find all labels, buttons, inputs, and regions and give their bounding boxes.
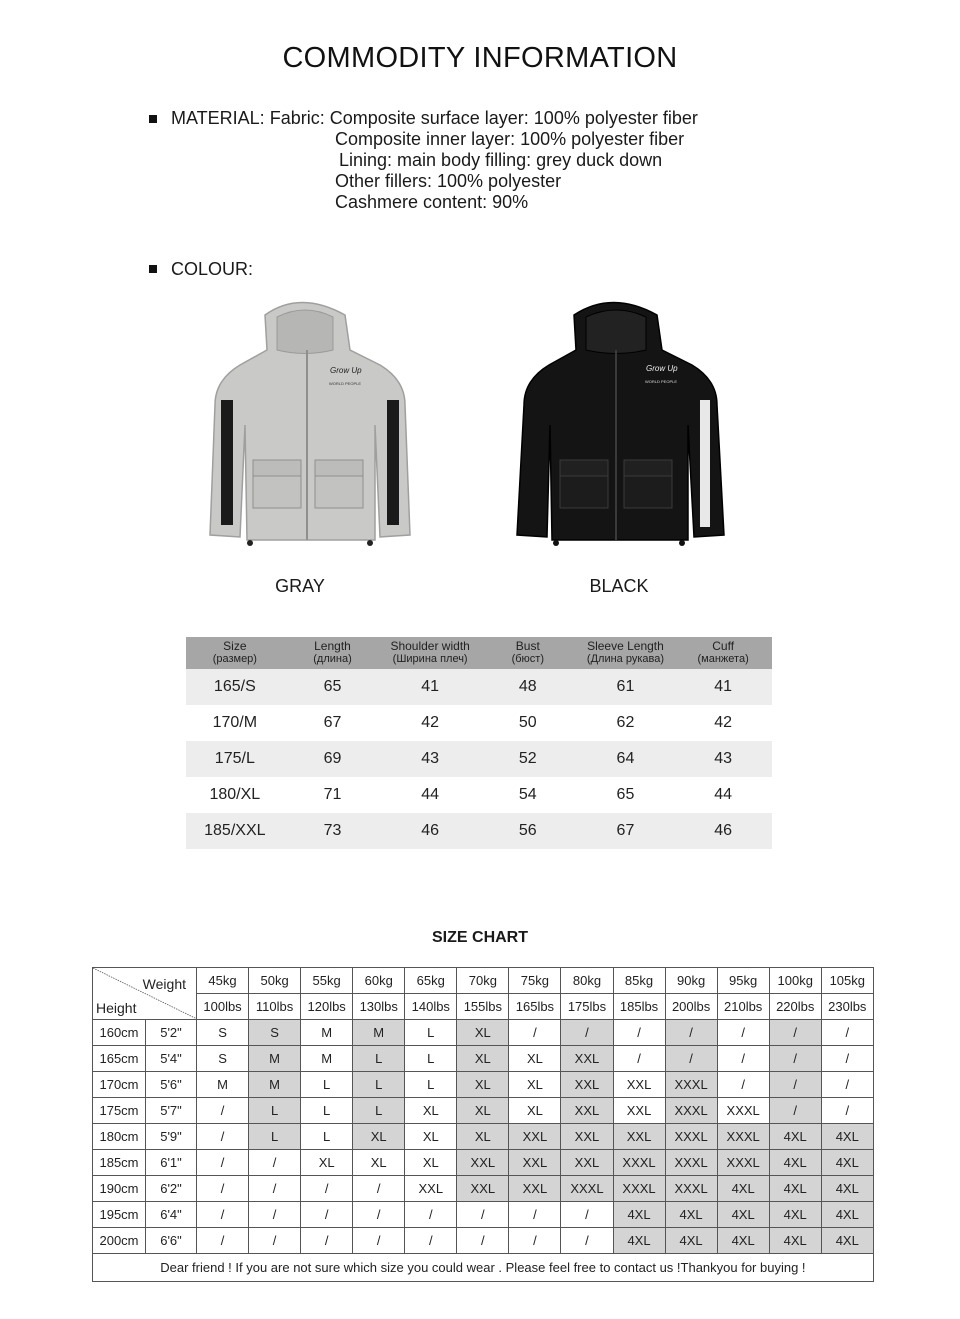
size-cell: /: [457, 1202, 509, 1228]
size-chart-note: Dear friend ! If you are not sure which size you could wear . Please feel free to contact us !Thankyou for buying !: [93, 1254, 874, 1282]
size-cell: /: [353, 1176, 405, 1202]
measurement-cell: 44: [714, 786, 733, 803]
weight-kg-cell: 50kg: [249, 968, 301, 994]
weight-kg-cell: 65kg: [405, 968, 457, 994]
height-ft-cell: 5'9": [146, 1124, 197, 1150]
measurement-cell: 50: [518, 714, 537, 731]
size-cell: /: [613, 1046, 665, 1072]
height-ft-cell: 5'4": [146, 1046, 197, 1072]
size-cell: /: [197, 1176, 249, 1202]
size-cell: /: [561, 1020, 613, 1046]
size-cell: XXXL: [717, 1098, 769, 1124]
size-cell: XXL: [509, 1150, 561, 1176]
size-cell: XXL: [561, 1124, 613, 1150]
height-cm-cell: 175cm: [93, 1098, 146, 1124]
measurement-cell: 185/XXL: [186, 813, 284, 849]
black-jacket-image: [512, 295, 732, 550]
measurement-header: Size (размер): [186, 637, 284, 669]
measurement-cell: 61: [577, 669, 675, 705]
size-cell: XL: [405, 1124, 457, 1150]
material-line-3: Lining: main body filling: grey duck down: [339, 150, 663, 170]
size-cell: L: [301, 1124, 353, 1150]
measurement-cell: 180/XL: [209, 786, 261, 803]
size-cell: /: [457, 1228, 509, 1254]
size-cell: 4XL: [821, 1202, 873, 1228]
size-chart-row: [93, 1124, 874, 1150]
page-title: COMMODITY INFORMATION: [282, 42, 678, 74]
size-cell: XL: [457, 1020, 509, 1046]
size-chart-corner: [93, 968, 197, 1020]
size-cell: /: [405, 1202, 457, 1228]
weight-lbs-cell: 185lbs: [613, 994, 665, 1020]
measurement-row: [186, 777, 772, 813]
corner-height-label: Height: [96, 1000, 137, 1016]
black-print-line2: WORLD PEOPLE: [645, 379, 678, 384]
measurement-cell: 43: [674, 741, 772, 777]
size-cell: /: [405, 1228, 457, 1254]
size-cell: /: [821, 1046, 873, 1072]
height-ft-cell: 6'4": [146, 1202, 197, 1228]
size-cell: /: [249, 1228, 301, 1254]
material-line-5: Cashmere content: 90%: [335, 192, 529, 212]
size-cell: XL: [457, 1124, 509, 1150]
size-cell: /: [613, 1020, 665, 1046]
weight-kg-cell: 100kg: [769, 968, 821, 994]
weight-lbs-cell: 210lbs: [717, 994, 769, 1020]
size-cell: /: [301, 1202, 353, 1228]
size-chart-title: SIZE CHART: [432, 929, 528, 946]
size-cell: L: [301, 1072, 353, 1098]
size-cell: 4XL: [613, 1228, 665, 1254]
gray-print-line2: WORLD PEOPLE: [329, 381, 362, 386]
weight-lbs-cell: 130lbs: [353, 994, 405, 1020]
size-chart-row: [93, 1202, 874, 1228]
size-cell: XXXL: [665, 1176, 717, 1202]
size-cell: XL: [457, 1098, 509, 1124]
size-cell: 4XL: [613, 1202, 665, 1228]
material-line-2: Composite inner layer: 100% polyester fiber: [335, 129, 685, 149]
size-cell: M: [249, 1072, 301, 1098]
measurement-cell: 52: [479, 741, 577, 777]
size-cell: L: [249, 1124, 301, 1150]
measurement-row: [186, 813, 772, 849]
height-cm-cell: 160cm: [93, 1020, 146, 1046]
size-cell: 4XL: [821, 1176, 873, 1202]
weight-lbs-cell: 120lbs: [301, 994, 353, 1020]
size-cell: XXXL: [717, 1150, 769, 1176]
measurement-cell: 46: [381, 813, 479, 849]
measurement-row: [186, 669, 772, 705]
height-cm-cell: 165cm: [93, 1046, 146, 1072]
size-cell: /: [509, 1020, 561, 1046]
size-cell: M: [301, 1020, 353, 1046]
size-cell: XL: [509, 1098, 561, 1124]
size-cell: 4XL: [665, 1228, 717, 1254]
weight-lbs-cell: 220lbs: [769, 994, 821, 1020]
weight-kg-cell: 85kg: [613, 968, 665, 994]
size-cell: XXL: [457, 1150, 509, 1176]
weight-kg-cell: 80kg: [561, 968, 613, 994]
height-ft-cell: 6'6": [146, 1228, 197, 1254]
size-cell: XXL: [509, 1124, 561, 1150]
weight-kg-cell: 45kg: [197, 968, 249, 994]
black-print-line1: Grow Up: [646, 364, 678, 373]
size-cell: XXL: [561, 1150, 613, 1176]
size-cell: XL: [457, 1072, 509, 1098]
size-cell: /: [769, 1046, 821, 1072]
size-chart-row: [93, 1020, 874, 1046]
size-cell: /: [821, 1072, 873, 1098]
height-cm-cell: 200cm: [93, 1228, 146, 1254]
gray-jacket-image: [205, 295, 415, 550]
height-ft-cell: 6'1": [146, 1150, 197, 1176]
height-ft-cell: 5'6": [146, 1072, 197, 1098]
measurement-cell: 175/L: [186, 741, 284, 777]
size-cell: XXL: [405, 1176, 457, 1202]
weight-lbs-cell: 110lbs: [249, 994, 301, 1020]
weight-lbs-cell: 230lbs: [821, 994, 873, 1020]
measurement-cell: 65: [616, 786, 635, 803]
size-chart-row: [93, 1046, 874, 1072]
size-cell: XXXL: [665, 1150, 717, 1176]
measurement-cell: 41: [381, 669, 479, 705]
size-cell: 4XL: [769, 1202, 821, 1228]
size-cell: XXL: [613, 1098, 665, 1124]
weight-lbs-cell: 100lbs: [197, 994, 249, 1020]
size-cell: 4XL: [769, 1176, 821, 1202]
weight-lbs-cell: 175lbs: [561, 994, 613, 1020]
size-cell: XL: [405, 1150, 457, 1176]
size-cell: /: [717, 1020, 769, 1046]
size-cell: S: [249, 1020, 301, 1046]
height-cm-cell: 195cm: [93, 1202, 146, 1228]
size-cell: L: [405, 1046, 457, 1072]
measurement-cell: 43: [381, 741, 479, 777]
material-line-4: Other fillers: 100% polyester: [335, 171, 562, 191]
weight-lbs-cell: 165lbs: [509, 994, 561, 1020]
size-cell: /: [301, 1176, 353, 1202]
material-line-1: Fabric: Composite surface layer: 100% polyester fiber: [269, 108, 698, 128]
size-cell: XXL: [561, 1098, 613, 1124]
size-cell: XXXL: [717, 1124, 769, 1150]
measurement-cell: 67: [577, 813, 675, 849]
size-chart-row: [93, 1072, 874, 1098]
weight-lbs-cell: 140lbs: [405, 994, 457, 1020]
size-cell: /: [561, 1202, 613, 1228]
size-chart-row: [93, 1176, 874, 1202]
colour-label: COLOUR:: [171, 259, 254, 279]
weight-kg-cell: 105kg: [821, 968, 873, 994]
size-cell: /: [509, 1228, 561, 1254]
measurement-cell: 54: [518, 786, 537, 803]
measurement-cell: 71: [323, 786, 342, 803]
size-cell: XXXL: [613, 1150, 665, 1176]
size-chart-note-row: [93, 1254, 874, 1282]
size-cell: 4XL: [717, 1202, 769, 1228]
size-cell: /: [561, 1228, 613, 1254]
size-cell: L: [353, 1046, 405, 1072]
size-cell: XXL: [613, 1072, 665, 1098]
size-cell: 4XL: [769, 1150, 821, 1176]
size-cell: 4XL: [769, 1124, 821, 1150]
height-ft-cell: 5'2": [146, 1020, 197, 1046]
size-cell: M: [301, 1046, 353, 1072]
size-cell: XXXL: [561, 1176, 613, 1202]
measurement-cell: 46: [674, 813, 772, 849]
size-cell: M: [249, 1046, 301, 1072]
size-cell: /: [353, 1228, 405, 1254]
size-cell: /: [769, 1098, 821, 1124]
measurement-header: Length (длина): [284, 637, 382, 669]
measurement-cell: 170/M: [212, 714, 258, 731]
size-cell: 4XL: [769, 1228, 821, 1254]
weight-kg-cell: 70kg: [457, 968, 509, 994]
size-cell: M: [197, 1072, 249, 1098]
measurement-cell: 56: [479, 813, 577, 849]
measurement-row: [186, 705, 772, 741]
colour-gray-label: GRAY: [275, 576, 325, 596]
size-cell: /: [821, 1098, 873, 1124]
measurement-table: [186, 637, 772, 849]
size-chart-kg-row: [93, 968, 874, 994]
measurement-cell: 44: [421, 786, 440, 803]
size-cell: /: [821, 1020, 873, 1046]
measurement-cell: 64: [577, 741, 675, 777]
measurement-cell: 41: [674, 669, 772, 705]
gray-print-line1: Grow Up: [330, 366, 362, 375]
size-cell: /: [769, 1020, 821, 1046]
measurement-cell: 42: [421, 714, 440, 731]
size-cell: /: [353, 1202, 405, 1228]
height-cm-cell: 170cm: [93, 1072, 146, 1098]
material-bullet: [149, 115, 157, 123]
size-cell: /: [301, 1228, 353, 1254]
height-cm-cell: 180cm: [93, 1124, 146, 1150]
corner-weight-label: Weight: [142, 976, 186, 992]
size-cell: L: [301, 1098, 353, 1124]
size-cell: XXL: [613, 1124, 665, 1150]
measurement-cell: 62: [616, 714, 635, 731]
size-cell: XXXL: [665, 1072, 717, 1098]
measurement-header: Shoulder width (Ширина плеч): [381, 637, 479, 669]
size-chart-table: [92, 967, 874, 1282]
weight-kg-cell: 75kg: [509, 968, 561, 994]
weight-kg-cell: 55kg: [301, 968, 353, 994]
size-cell: XXXL: [665, 1124, 717, 1150]
measurement-cell: 65: [284, 669, 382, 705]
size-cell: L: [353, 1098, 405, 1124]
size-cell: S: [197, 1046, 249, 1072]
colour-bullet: [149, 265, 157, 273]
height-ft-cell: 6'2": [146, 1176, 197, 1202]
measurement-cell: 69: [284, 741, 382, 777]
size-cell: XL: [509, 1072, 561, 1098]
size-cell: XXXL: [665, 1098, 717, 1124]
size-cell: 4XL: [717, 1176, 769, 1202]
size-cell: S: [197, 1020, 249, 1046]
measurement-header: Sleeve Length (Длина рукава): [577, 637, 675, 669]
measurement-row: [186, 741, 772, 777]
material-label: MATERIAL:: [171, 108, 265, 128]
material-section: [171, 108, 698, 129]
size-cell: 4XL: [821, 1228, 873, 1254]
size-cell: /: [717, 1046, 769, 1072]
size-chart-lbs-row: [93, 994, 874, 1020]
measurement-header: Bust (бюст): [479, 637, 577, 669]
weight-kg-cell: 60kg: [353, 968, 405, 994]
size-cell: XXL: [561, 1072, 613, 1098]
height-cm-cell: 185cm: [93, 1150, 146, 1176]
weight-lbs-cell: 155lbs: [457, 994, 509, 1020]
size-cell: /: [717, 1072, 769, 1098]
size-cell: /: [197, 1228, 249, 1254]
measurement-cell: 73: [284, 813, 382, 849]
size-cell: XL: [405, 1098, 457, 1124]
size-cell: 4XL: [717, 1228, 769, 1254]
colour-black-label: BLACK: [589, 576, 649, 596]
measurement-cell: 67: [323, 714, 342, 731]
size-chart-row: [93, 1150, 874, 1176]
size-cell: XL: [457, 1046, 509, 1072]
size-cell: /: [769, 1072, 821, 1098]
size-cell: 4XL: [821, 1124, 873, 1150]
size-cell: /: [249, 1150, 301, 1176]
size-cell: /: [665, 1046, 717, 1072]
size-chart-row: [93, 1098, 874, 1124]
size-cell: XXL: [457, 1176, 509, 1202]
weight-lbs-cell: 200lbs: [665, 994, 717, 1020]
size-cell: /: [197, 1124, 249, 1150]
height-cm-cell: 190cm: [93, 1176, 146, 1202]
measurement-header-row: [186, 637, 772, 669]
size-cell: /: [249, 1202, 301, 1228]
weight-kg-cell: 95kg: [717, 968, 769, 994]
size-cell: /: [197, 1150, 249, 1176]
size-cell: 4XL: [821, 1150, 873, 1176]
size-cell: /: [197, 1098, 249, 1124]
size-cell: XXL: [561, 1046, 613, 1072]
size-cell: /: [665, 1020, 717, 1046]
size-cell: XL: [301, 1150, 353, 1176]
measurement-header: Cuff (манжета): [674, 637, 772, 669]
size-cell: L: [405, 1020, 457, 1046]
size-cell: /: [509, 1202, 561, 1228]
size-cell: 4XL: [665, 1202, 717, 1228]
size-cell: L: [405, 1072, 457, 1098]
measurement-cell: 165/S: [186, 669, 284, 705]
size-cell: /: [197, 1202, 249, 1228]
measurement-cell: 48: [479, 669, 577, 705]
size-cell: /: [249, 1176, 301, 1202]
size-cell: XXL: [509, 1176, 561, 1202]
height-ft-cell: 5'7": [146, 1098, 197, 1124]
size-cell: XL: [353, 1124, 405, 1150]
size-cell: XL: [353, 1150, 405, 1176]
size-chart-row: [93, 1228, 874, 1254]
weight-kg-cell: 90kg: [665, 968, 717, 994]
size-cell: L: [249, 1098, 301, 1124]
size-cell: M: [353, 1020, 405, 1046]
size-cell: XXXL: [613, 1176, 665, 1202]
size-cell: L: [353, 1072, 405, 1098]
size-cell: XL: [509, 1046, 561, 1072]
measurement-cell: 42: [714, 714, 733, 731]
